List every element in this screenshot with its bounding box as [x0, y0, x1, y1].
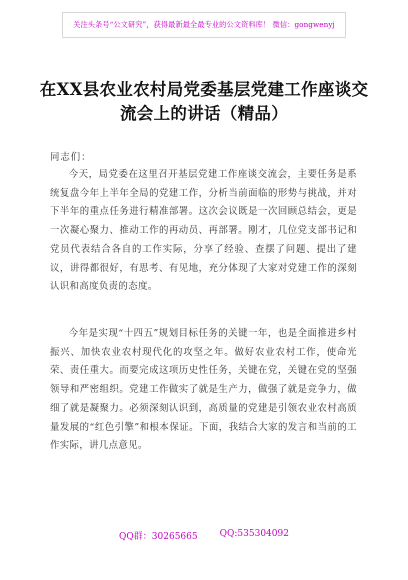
footer-qq-group: QQ群：30265665 — [119, 532, 198, 542]
document-title: 在XX县农业农村局党委基层党建工作座谈交流会上的讲话（精品） — [39, 80, 369, 123]
greeting: 同志们： — [50, 152, 92, 163]
body-paragraph: 今年是实现“十四五”规划目标任务的关键一年，也是全面推进乡村振兴、加快农业农村现代化的攻坚之年。做好农业农村工作，使命光荣、责任重大。而要完成这项历史性任务，关键在党，关键在党的坚强领导和严密组织。党建工作做实了就是生产力，做强了就是竞争力，做细了就是凝聚力。必须深刻认识到，高质量的党建是引领农业农村高质量发展的“红色引擎”和根本保证。下面，我结合大家的发言和当前的工作实际，讲几点意见。 — [50, 328, 357, 452]
header-banner-text: 关注头条号“公文研究”，获得最新最全最专业的公文资料库！ 微信：gongwenyj — [73, 20, 335, 29]
header-banner — [62, 12, 346, 38]
footer — [0, 529, 408, 542]
body-paragraph: 今天，局党委在这里召开基层党建工作座谈交流会，主要任务是系统复盘今年上半年全局的党建工作，分析当前面临的形势与挑战，并对下半年的重点任务进行精准部署。这次会议既是一次回顾总结会，更是一次凝心聚力、推动工作的再动员、再部署。刚才，几位党支部书记和党员代表结合各自的工作实际，分享了经验、查摆了问题、提出了建议，讲得都很好，有思考、有见地，充分体现了大家对党建工作的深刻认识和高度负责的态度。 — [50, 169, 357, 293]
footer-qq-number: QQ:535304092 — [219, 529, 289, 539]
